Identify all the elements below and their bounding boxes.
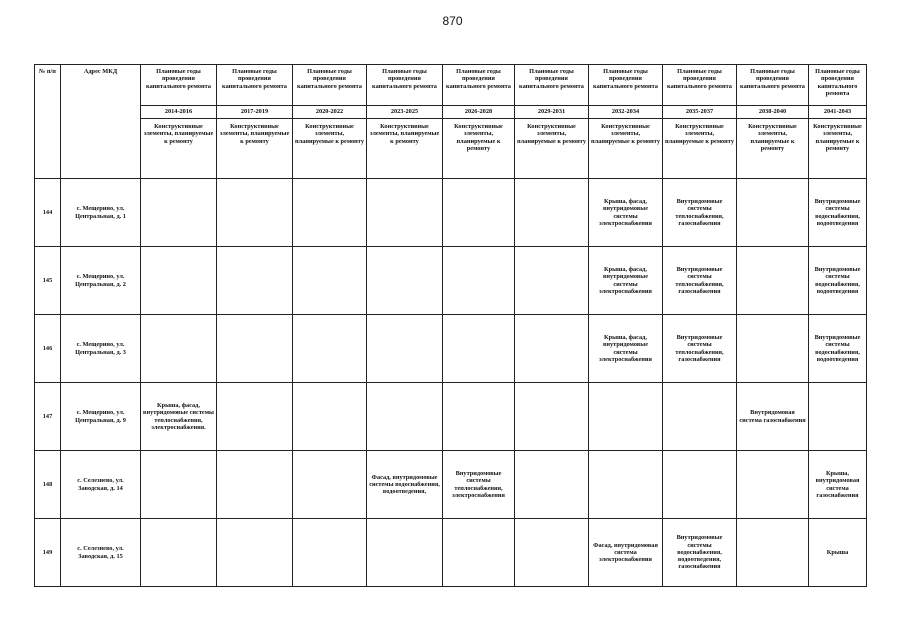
header-elements: Конструктивные элементы, планируемые к ремонту bbox=[515, 119, 589, 179]
plan-cell bbox=[809, 383, 867, 451]
plan-cell bbox=[293, 315, 367, 383]
plan-cell bbox=[663, 451, 737, 519]
plan-cell bbox=[217, 383, 293, 451]
plan-cell bbox=[367, 383, 443, 451]
row-address: с. Мещерино, ул. Центральная, д. 9 bbox=[61, 383, 141, 451]
plan-cell bbox=[589, 383, 663, 451]
header-period-2038-2040: 2038-2040 bbox=[737, 106, 809, 119]
header-elements: Конструктивные элементы, планируемые к ремонту bbox=[737, 119, 809, 179]
plan-cell bbox=[737, 179, 809, 247]
header-period-title: Плановые годы проведения капитального ремонта bbox=[589, 65, 663, 106]
plan-cell bbox=[515, 451, 589, 519]
plan-cell bbox=[141, 179, 217, 247]
plan-cell bbox=[217, 519, 293, 587]
header-period-title: Плановые годы проведения капитального ремонта bbox=[141, 65, 217, 106]
plan-cell: Внутридомовые системы теплоснабжения, газоснабжения bbox=[663, 247, 737, 315]
header-elements: Конструктивные элементы, планируемые к ремонту bbox=[443, 119, 515, 179]
row-address: с. Мещерино, ул. Центральная, д. 3 bbox=[61, 315, 141, 383]
header-period-2017-2019: 2017-2019 bbox=[217, 106, 293, 119]
header-period-title: Плановые годы проведения капитального ремонта bbox=[367, 65, 443, 106]
row-number: 145 bbox=[35, 247, 61, 315]
header-period-2029-2031: 2029-2031 bbox=[515, 106, 589, 119]
row-number: 149 bbox=[35, 519, 61, 587]
plan-cell bbox=[443, 247, 515, 315]
table-row bbox=[35, 315, 867, 383]
plan-cell: Внутридомовые системы теплоснабжения, электроснабжения bbox=[443, 451, 515, 519]
plan-cell bbox=[589, 451, 663, 519]
table-row bbox=[35, 179, 867, 247]
header-period-2032-2034: 2032-2034 bbox=[589, 106, 663, 119]
header-address: Адрес МКД bbox=[61, 65, 141, 179]
header-period-title: Плановые годы проведения капитального ремонта bbox=[737, 65, 809, 106]
header-period-title: Плановые годы проведения капитального ремонта bbox=[293, 65, 367, 106]
header-period-2020-2022: 2020-2022 bbox=[293, 106, 367, 119]
header-period-title: Плановые годы проведения капитального ремонта bbox=[515, 65, 589, 106]
plan-cell: Внутридомовые системы водоснабжения, водоотведения, газоснабжения bbox=[663, 519, 737, 587]
header-elements: Конструктивные элементы, планируемые к ремонту bbox=[663, 119, 737, 179]
plan-cell bbox=[515, 519, 589, 587]
plan-cell: Внутридомовые системы водоснабжения, водоотведения bbox=[809, 315, 867, 383]
plan-cell: Внутридомовые системы водоснабжения, водоотведения bbox=[809, 247, 867, 315]
header-elements: Конструктивные элементы, планируемые к ремонту bbox=[367, 119, 443, 179]
plan-cell: Крыша, фасад, внутридомовые системы электроснабжения bbox=[589, 315, 663, 383]
header-period-2026-2028: 2026-2028 bbox=[443, 106, 515, 119]
plan-cell bbox=[293, 519, 367, 587]
row-address: с. Мещерино, ул. Центральная, д. 1 bbox=[61, 179, 141, 247]
plan-cell bbox=[515, 179, 589, 247]
plan-cell bbox=[737, 315, 809, 383]
plan-cell bbox=[217, 451, 293, 519]
plan-cell: Крыша, фасад, внутридомовые системы электроснабжения bbox=[589, 247, 663, 315]
plan-cell bbox=[367, 315, 443, 383]
header-elements: Конструктивные элементы, планируемые к ремонту bbox=[293, 119, 367, 179]
header-elements: Конструктивные элементы, планируемые к ремонту bbox=[589, 119, 663, 179]
table-row bbox=[35, 451, 867, 519]
plan-cell bbox=[293, 179, 367, 247]
header-period-title: Плановые годы проведения капитального ремонта bbox=[217, 65, 293, 106]
plan-cell: Внутридомовые системы водоснабжения, водоотведения bbox=[809, 179, 867, 247]
plan-cell bbox=[515, 315, 589, 383]
plan-cell bbox=[293, 383, 367, 451]
header-period-title: Плановые годы проведения капитального ремонта bbox=[443, 65, 515, 106]
plan-cell bbox=[293, 247, 367, 315]
row-address: с. Селезнево, ул. Заводская, д. 14 bbox=[61, 451, 141, 519]
plan-cell bbox=[141, 315, 217, 383]
page-number: 870 bbox=[442, 14, 463, 28]
plan-cell bbox=[443, 315, 515, 383]
plan-cell bbox=[293, 451, 367, 519]
header-period-title: Плановые годы проведения капитального ремонта bbox=[809, 65, 867, 106]
row-number: 144 bbox=[35, 179, 61, 247]
header-elements: Конструктивные элементы, планируемые к ремонту bbox=[141, 119, 217, 179]
plan-cell bbox=[367, 247, 443, 315]
plan-cell bbox=[141, 247, 217, 315]
plan-cell bbox=[443, 179, 515, 247]
header-period-2023-2025: 2023-2025 bbox=[367, 106, 443, 119]
plan-cell: Фасад, внутридомовые системы водоснабжения, водоотведения, bbox=[367, 451, 443, 519]
plan-cell: Фасад, внутридомовая система электроснабжения bbox=[589, 519, 663, 587]
table-row bbox=[35, 519, 867, 587]
row-address: с. Селезнево, ул. Заводская, д. 15 bbox=[61, 519, 141, 587]
header-elements: Конструктивные элементы, планируемые к ремонту bbox=[809, 119, 867, 179]
plan-cell bbox=[663, 383, 737, 451]
header-period-2041-2043: 2041-2043 bbox=[809, 106, 867, 119]
plan-cell: Крыша, фасад, внутридомовые системы теплоснабжения, электроснабжения. bbox=[141, 383, 217, 451]
plan-cell bbox=[141, 451, 217, 519]
plan-cell bbox=[367, 519, 443, 587]
header-period-2014-2016: 2014-2016 bbox=[141, 106, 217, 119]
table-row bbox=[35, 383, 867, 451]
plan-cell bbox=[217, 247, 293, 315]
row-address: с. Мещерино, ул. Центральная, д. 2 bbox=[61, 247, 141, 315]
table-row bbox=[35, 247, 867, 315]
header-period-2035-2037: 2035-2037 bbox=[663, 106, 737, 119]
row-number: 148 bbox=[35, 451, 61, 519]
header-elements: Конструктивные элементы, планируемые к ремонту bbox=[217, 119, 293, 179]
plan-cell bbox=[737, 519, 809, 587]
plan-cell bbox=[443, 383, 515, 451]
plan-cell bbox=[141, 519, 217, 587]
plan-cell: Внутридомовая система газоснабжения bbox=[737, 383, 809, 451]
plan-cell bbox=[515, 247, 589, 315]
header-period-title: Плановые годы проведения капитального ремонта bbox=[663, 65, 737, 106]
plan-cell: Крыша, внутридомовая система газоснабжения bbox=[809, 451, 867, 519]
plan-cell bbox=[515, 383, 589, 451]
plan-cell: Внутридомовые системы теплоснабжения, газоснабжения bbox=[663, 315, 737, 383]
row-number: 146 bbox=[35, 315, 61, 383]
plan-cell bbox=[367, 179, 443, 247]
row-number: 147 bbox=[35, 383, 61, 451]
plan-cell bbox=[217, 179, 293, 247]
plan-cell bbox=[737, 247, 809, 315]
plan-cell bbox=[737, 451, 809, 519]
plan-cell: Крыша, фасад, внутридомовые системы электроснабжения bbox=[589, 179, 663, 247]
plan-cell: Внутридомовые системы теплоснабжения, газоснабжения bbox=[663, 179, 737, 247]
plan-cell bbox=[217, 315, 293, 383]
plan-cell: Крыша bbox=[809, 519, 867, 587]
header-num: № п/п bbox=[35, 65, 61, 179]
capital-repair-plan-table bbox=[34, 64, 867, 587]
plan-cell bbox=[443, 519, 515, 587]
